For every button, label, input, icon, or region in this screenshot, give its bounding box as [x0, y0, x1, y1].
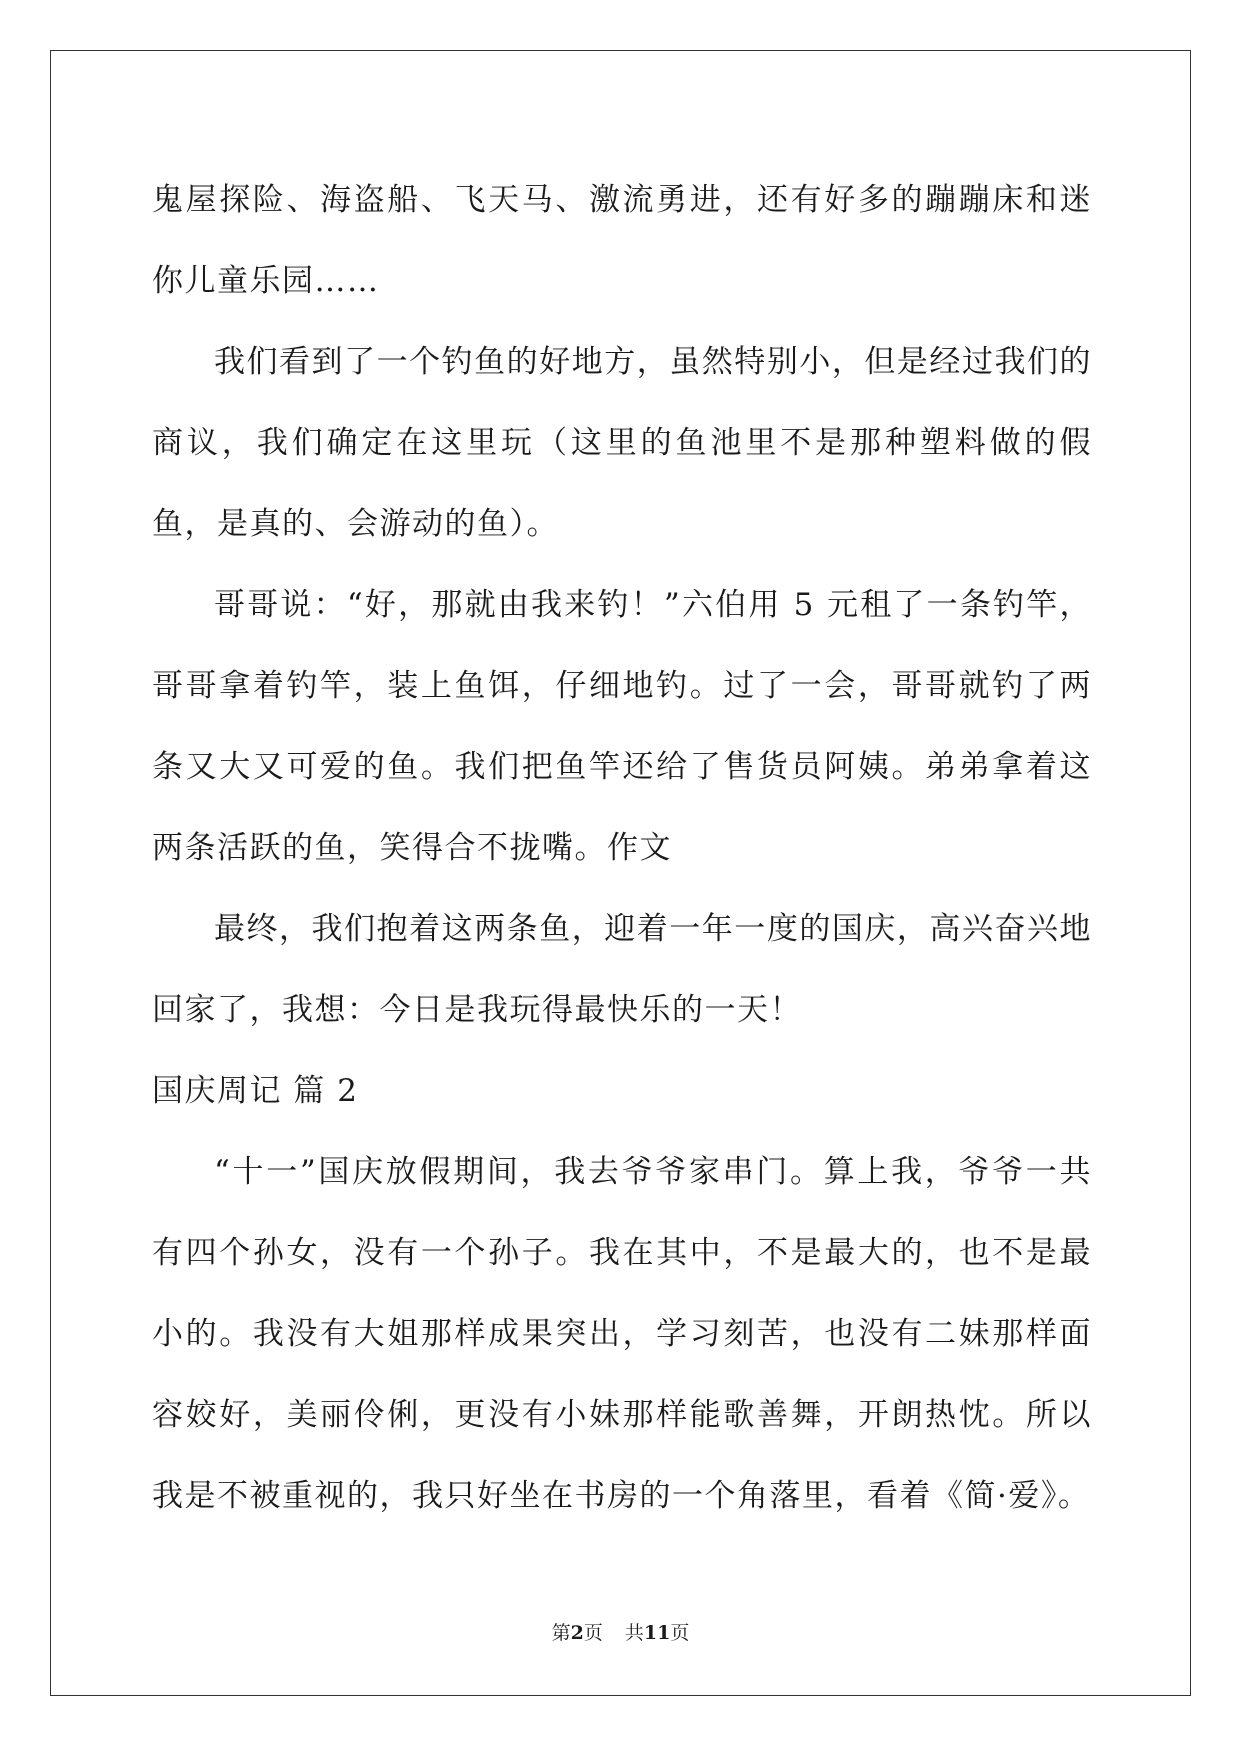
section-heading: 国庆周记 篇 2: [152, 1073, 359, 1109]
document-body: [152, 160, 1092, 1537]
footer-total-prefix: 共: [624, 1622, 644, 1644]
footer-total-pages: 11: [643, 1622, 671, 1644]
footer-page-suffix: 页: [583, 1622, 603, 1644]
footer-prefix: 第: [551, 1622, 571, 1644]
paragraph-5: “十一”国庆放假期间，我去爷爷家串门。算上我，爷爷一共有四个孙女，没有一个孙子。我在其中，不是最大的，也不是最小的。我没有大姐那样成果突出，学习刻苦，也没有二妹那样面容姣好，美丽伶俐，更没有小妹那样能歌善舞，开朗热忱。所以我是不被重视的，我只好坐在书房的一个角落里，看着《简·爱》。: [152, 1154, 1092, 1514]
footer-page-number: 2: [570, 1622, 584, 1644]
paragraph-3: 哥哥说：“好，那就由我来钓！”六伯用 5 元租了一条钓竿，哥哥拿着钓竿，装上鱼饵，仔细地钓。过了一会，哥哥就钓了两条又大又可爱的鱼。我们把鱼竿还给了售货员阿姨。弟弟拿着这两条活跃的鱼，笑得合不拢嘴。作文: [152, 587, 1092, 866]
footer-total-suffix: 页: [670, 1622, 690, 1644]
paragraph-2: 我们看到了一个钓鱼的好地方，虽然特别小，但是经过我们的商议，我们确定在这里玩（这里的鱼池里不是那种塑料做的假鱼，是真的、会游动的鱼）。: [152, 344, 1092, 542]
paragraph-4: 最终，我们抱着这两条鱼，迎着一年一度的国庆，高兴奋兴地回家了，我想：今日是我玩得最快乐的一天！: [152, 911, 1092, 1028]
paragraph-1: 鬼屋探险、海盗船、飞天马、激流勇进，还有好多的蹦蹦床和迷你儿童乐园……: [152, 182, 1092, 299]
page-footer: [0, 1618, 1241, 1645]
